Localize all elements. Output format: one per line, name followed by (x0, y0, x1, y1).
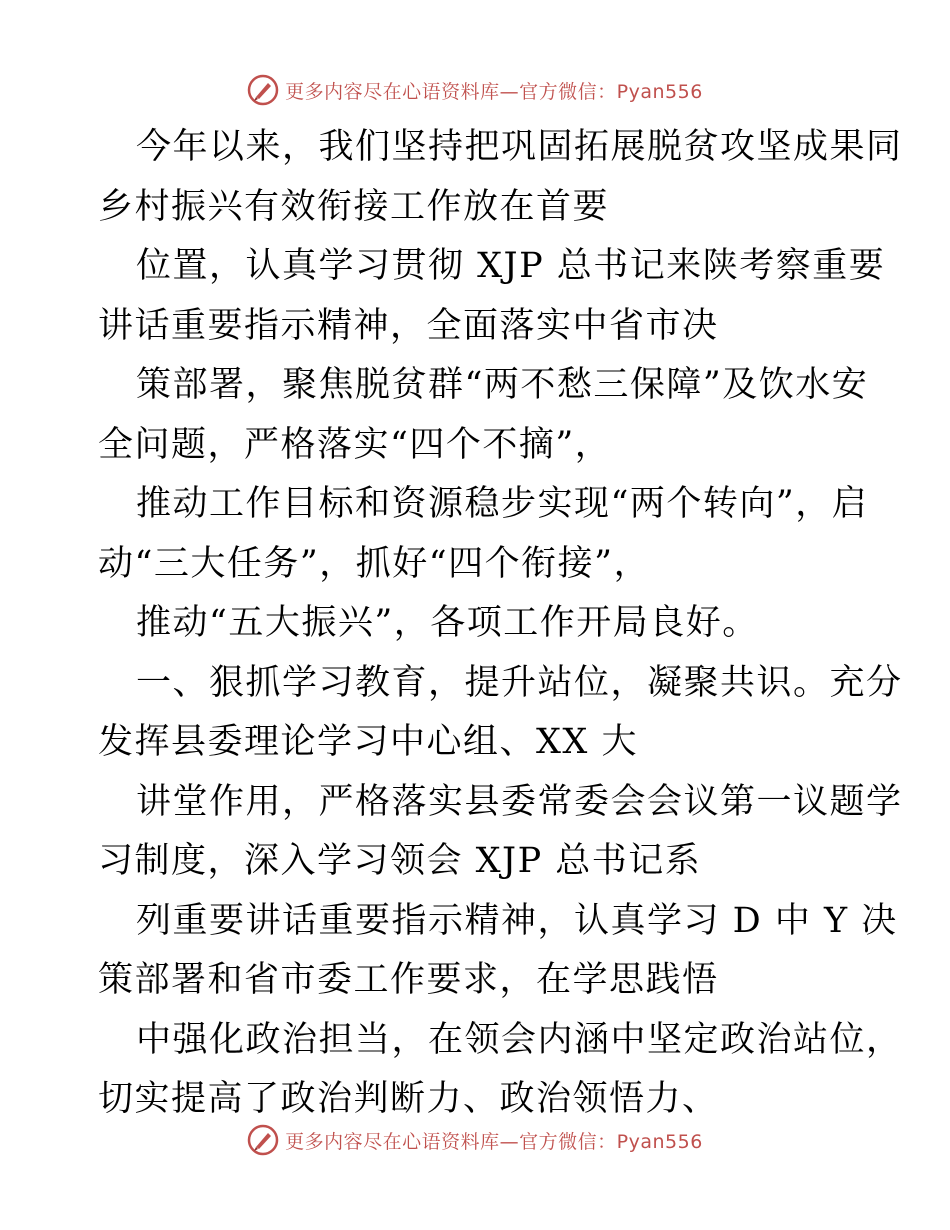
text-line: 讲堂作用，严格落实县委常委会会议第一议题学 (136, 781, 903, 822)
text-line: 讲话重要指示精神，全面落实中省市决 (98, 305, 719, 346)
text-line: 推动“五大振兴”，各项工作开局良好。 (136, 603, 759, 643)
text-line: 动“三大任务”，抓好“四个衔接”， (98, 543, 651, 584)
text-line: 位置，认真学习贯彻 XJP 总书记来陕考察重要 (136, 246, 886, 286)
text-line: 今年以来，我们坚持把巩固拓展脱贫攻坚成果同 (136, 127, 903, 167)
text-line: 中强化政治担当，在领会内涵中坚定政治站位， (136, 1019, 903, 1060)
text-line: 推动工作目标和资源稳步实现“两个转向”，启 (136, 484, 869, 524)
watermark-text: 更多内容尽在心语资料库—官方微信：Pyan556 (285, 80, 703, 103)
text-line: 习制度，深入学习领会 XJP 总书记系 (98, 841, 702, 881)
watermark-text: 更多内容尽在心语资料库—官方微信：Pyan556 (285, 1130, 703, 1153)
quill-pen-icon (247, 1124, 279, 1156)
quill-pen-icon (247, 74, 279, 106)
text-line: 策部署和省市委工作要求，在学思践悟 (98, 960, 719, 1000)
footer-watermark (0, 1120, 950, 1160)
text-line: 列重要讲话重要指示精神，认真学习 D 中 Y 决 (136, 900, 898, 941)
header-watermark (0, 70, 950, 110)
text-line: 一、狠抓学习教育，提升站位，凝聚共识。充分 (136, 662, 903, 703)
text-line: 全问题，严格落实“四个不摘”， (98, 424, 612, 465)
text-line: 切实提高了政治判断力、政治领悟力、 (98, 1079, 719, 1119)
document-body (98, 118, 903, 1130)
text-line: 乡村振兴有效衔接工作放在首要 (98, 186, 610, 227)
text-line: 策部署，聚焦脱贫群“两不愁三保障”及饮水安 (136, 365, 869, 405)
text-line: 发挥县委理论学习中心组、XX 大 (98, 722, 638, 762)
